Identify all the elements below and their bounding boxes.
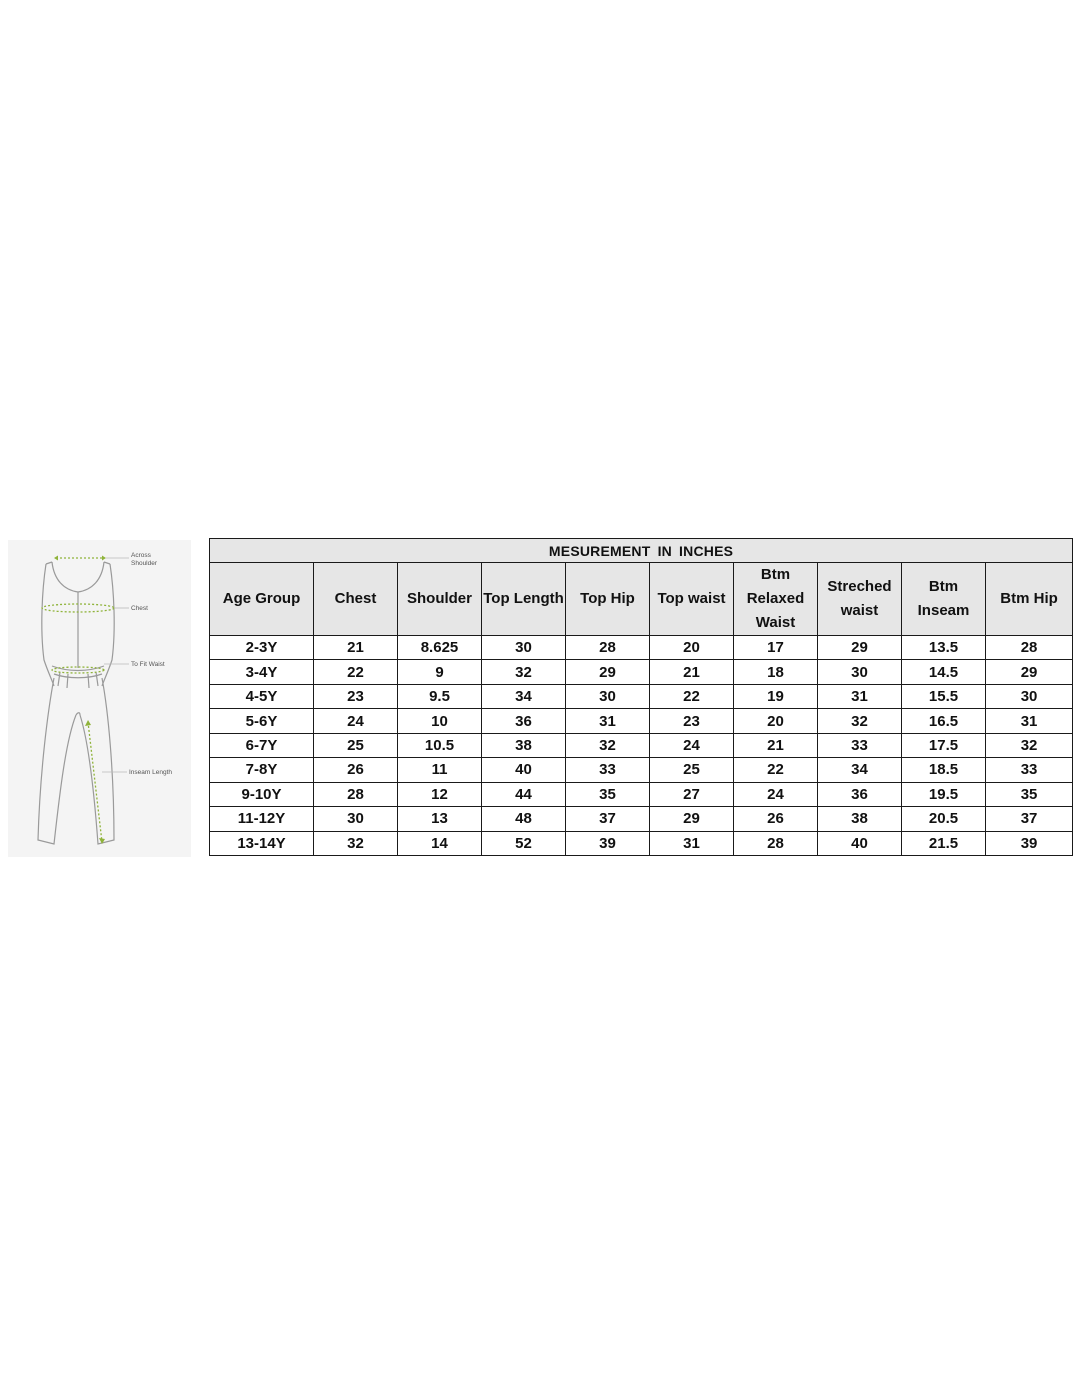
waist-label: To Fit Waist — [131, 661, 165, 668]
measurement-cell: 22 — [734, 758, 818, 782]
measurement-cell: 38 — [818, 807, 902, 831]
measurement-cell: 20.5 — [902, 807, 986, 831]
table-title: MESUREMENT IN INCHES — [210, 539, 1073, 563]
measurement-cell: 27 — [650, 782, 734, 806]
measurement-cell: 24 — [314, 709, 398, 733]
measurement-cell: 20 — [650, 636, 734, 660]
measurement-cell: 10.5 — [398, 733, 482, 757]
table-row — [210, 636, 1073, 660]
measurement-cell: 15.5 — [902, 684, 986, 708]
measurement-cell: 30 — [314, 807, 398, 831]
measurement-cell: 33 — [986, 758, 1073, 782]
measurement-cell: 48 — [482, 807, 566, 831]
measurement-cell: 29 — [818, 636, 902, 660]
measurement-cell: 26 — [734, 807, 818, 831]
age-group-cell: 4-5Y — [210, 684, 314, 708]
measurement-cell: 16.5 — [902, 709, 986, 733]
measurement-cell: 32 — [482, 660, 566, 684]
measurement-cell: 12 — [398, 782, 482, 806]
age-group-cell: 11-12Y — [210, 807, 314, 831]
measurement-cell: 52 — [482, 831, 566, 856]
measurement-cell: 13.5 — [902, 636, 986, 660]
measurement-cell: 39 — [986, 831, 1073, 856]
measurement-cell: 14.5 — [902, 660, 986, 684]
measurement-cell: 32 — [314, 831, 398, 856]
measurement-cell: 11 — [398, 758, 482, 782]
measurement-cell: 28 — [314, 782, 398, 806]
shoulder-label-line2: Shoulder — [131, 560, 158, 567]
measurement-cell: 24 — [650, 733, 734, 757]
measurement-cell: 44 — [482, 782, 566, 806]
age-group-cell: 9-10Y — [210, 782, 314, 806]
measurement-cell: 31 — [650, 831, 734, 856]
table-row — [210, 807, 1073, 831]
measurement-cell: 33 — [818, 733, 902, 757]
measurement-cell: 23 — [314, 684, 398, 708]
across-label-line1: Across — [131, 552, 151, 559]
table-row — [210, 831, 1073, 856]
column-header-label: Shoulder — [406, 590, 472, 607]
measurement-cell: 18 — [734, 660, 818, 684]
measurement-cell: 22 — [650, 684, 734, 708]
table-row — [210, 709, 1073, 733]
measurement-cell: 40 — [818, 831, 902, 856]
measurement-cell: 18.5 — [902, 758, 986, 782]
table-row — [210, 782, 1073, 806]
measurement-cell: 25 — [650, 758, 734, 782]
column-header — [398, 563, 482, 636]
table-title-row — [210, 539, 1073, 563]
measurement-cell: 10 — [398, 709, 482, 733]
measurement-cell: 17 — [734, 636, 818, 660]
measurement-cell: 36 — [818, 782, 902, 806]
jumpsuit-outline — [38, 562, 114, 844]
measurement-cell: 13 — [398, 807, 482, 831]
column-header — [210, 563, 314, 636]
measurement-cell: 32 — [818, 709, 902, 733]
age-group-cell: 7-8Y — [210, 758, 314, 782]
measurement-cell: 34 — [818, 758, 902, 782]
column-header — [314, 563, 398, 636]
measurement-cell: 9 — [398, 660, 482, 684]
age-group-cell: 5-6Y — [210, 709, 314, 733]
measurement-cell: 37 — [566, 807, 650, 831]
measurement-cell: 9.5 — [398, 684, 482, 708]
measurement-cell: 22 — [314, 660, 398, 684]
measurement-cell: 34 — [482, 684, 566, 708]
measurement-cell: 23 — [650, 709, 734, 733]
column-header-label: Chest — [334, 590, 377, 607]
measurement-cell: 28 — [734, 831, 818, 856]
jumpsuit-illustration — [8, 540, 191, 857]
leader-lines — [102, 558, 129, 772]
measurement-cell: 31 — [566, 709, 650, 733]
column-header — [650, 563, 734, 636]
column-header-label: Top Hip — [580, 590, 635, 607]
measurement-cell: 14 — [398, 831, 482, 856]
measurement-cell: 31 — [818, 684, 902, 708]
measurement-cell: 19 — [734, 684, 818, 708]
measurement-cell: 36 — [482, 709, 566, 733]
column-header-label: Btm Relaxed Waist — [746, 566, 805, 631]
size-chart-table — [209, 538, 1073, 856]
column-header — [482, 563, 566, 636]
measurement-cell: 30 — [566, 684, 650, 708]
column-header — [986, 563, 1073, 636]
column-header-label: Age Group — [222, 590, 301, 607]
column-header-label: Top Length — [483, 590, 564, 607]
measurement-cell: 32 — [986, 733, 1073, 757]
measurement-cell: 21 — [734, 733, 818, 757]
age-group-cell: 3-4Y — [210, 660, 314, 684]
jumpsuit-measurement-diagram — [8, 540, 191, 857]
table-header-row — [210, 563, 1073, 636]
column-header-label: Top waist — [657, 590, 726, 607]
table-row — [210, 758, 1073, 782]
measurement-cell: 31 — [986, 709, 1073, 733]
measurement-cell: 8.625 — [398, 636, 482, 660]
table-row — [210, 660, 1073, 684]
guide-arrowheads — [54, 556, 106, 845]
measurement-cell: 39 — [566, 831, 650, 856]
inseam-guide — [88, 722, 102, 842]
measurement-cell: 29 — [566, 660, 650, 684]
table-row — [210, 733, 1073, 757]
measurement-cell: 30 — [986, 684, 1073, 708]
measurement-cell: 21 — [650, 660, 734, 684]
measurement-cell: 38 — [482, 733, 566, 757]
inseam-label: Inseam Length — [129, 769, 173, 776]
measurement-cell: 25 — [314, 733, 398, 757]
measurement-cell: 40 — [482, 758, 566, 782]
chest-label: Chest — [131, 605, 148, 612]
measurement-cell: 33 — [566, 758, 650, 782]
measurement-cell: 29 — [650, 807, 734, 831]
measurement-cell: 30 — [482, 636, 566, 660]
measurement-cell: 28 — [986, 636, 1073, 660]
column-header — [902, 563, 986, 636]
age-group-cell: 6-7Y — [210, 733, 314, 757]
measurement-cell: 28 — [566, 636, 650, 660]
column-header-label: Streched waist — [827, 578, 892, 619]
measurement-cell: 30 — [818, 660, 902, 684]
measurement-cell: 19.5 — [902, 782, 986, 806]
measurement-cell: 29 — [986, 660, 1073, 684]
measurement-cell: 32 — [566, 733, 650, 757]
column-header-label: Btm Hip — [1000, 590, 1058, 607]
measurement-cell: 17.5 — [902, 733, 986, 757]
measurement-cell: 24 — [734, 782, 818, 806]
measurement-cell: 20 — [734, 709, 818, 733]
column-header — [734, 563, 818, 636]
measurement-cell: 35 — [986, 782, 1073, 806]
measurement-cell: 26 — [314, 758, 398, 782]
measurement-cell: 35 — [566, 782, 650, 806]
measurement-cell: 21.5 — [902, 831, 986, 856]
column-header-label: Btm Inseam — [917, 578, 970, 619]
measurement-cell: 21 — [314, 636, 398, 660]
measurement-cell: 37 — [986, 807, 1073, 831]
age-group-cell: 13-14Y — [210, 831, 314, 856]
column-header — [566, 563, 650, 636]
table-row — [210, 684, 1073, 708]
age-group-cell: 2-3Y — [210, 636, 314, 660]
column-header — [818, 563, 902, 636]
table-body — [210, 636, 1073, 856]
